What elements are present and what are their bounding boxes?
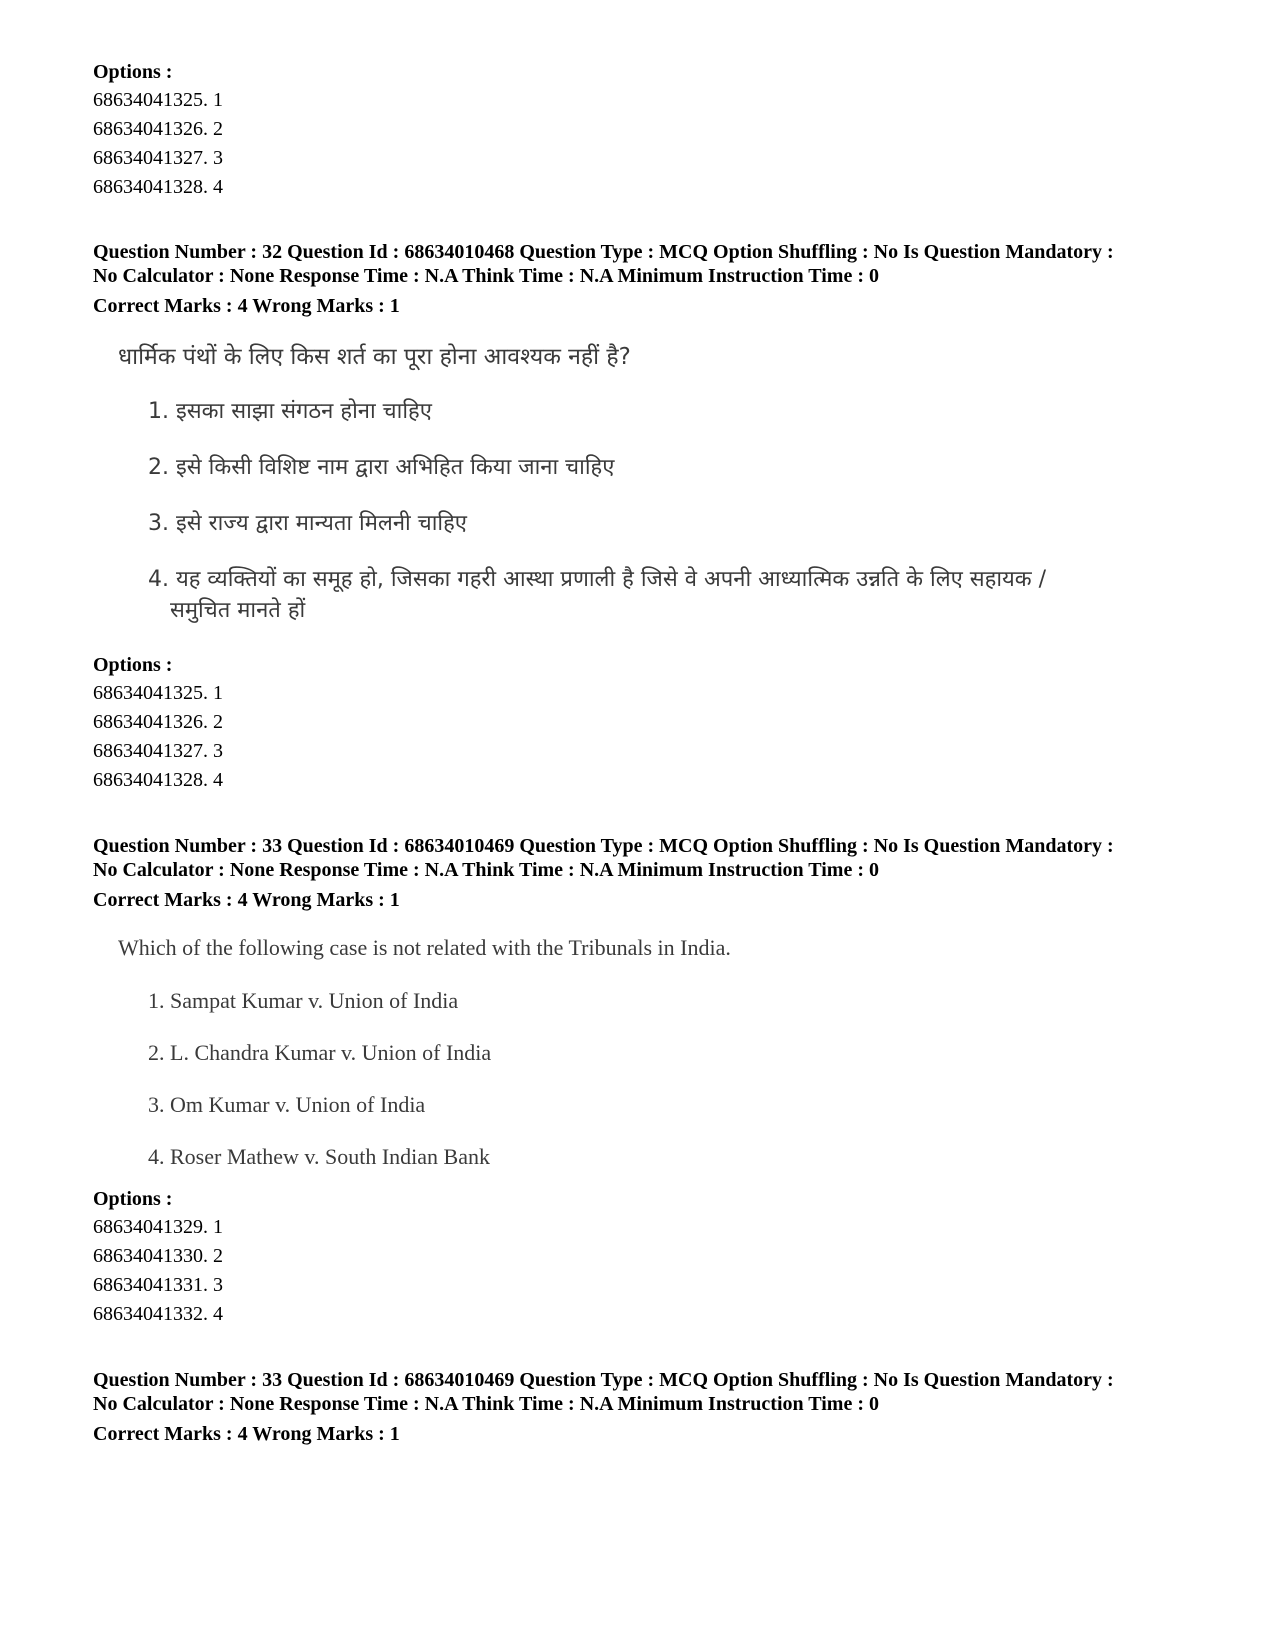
option-line: 68634041331. 3: [93, 1274, 223, 1296]
question-meta-line1: Question Number : 33 Question Id : 68634010469 Question Type : MCQ Option Shuffling : No Is Question Mandatory :: [93, 1369, 1114, 1391]
option-line: 68634041327. 3: [93, 147, 223, 169]
option-line: 68634041325. 1: [93, 682, 223, 704]
question-33-choice-2: 2. L. Chandra Kumar v. Union of India: [148, 1040, 492, 1065]
question-marks: Correct Marks : 4 Wrong Marks : 1: [93, 1423, 400, 1445]
question-32-options: [93, 651, 1213, 795]
options-title: Options :: [93, 654, 173, 676]
question-32-choice-4-cont: समुचित मानते हों: [170, 598, 306, 623]
question-32-header: [93, 240, 1213, 320]
question-32-text: धार्मिक पंथों के लिए किस शर्त का पूरा होना आवश्यक नहीं है?: [118, 344, 631, 370]
question-32-choice-2: 2. इसे किसी विशिष्ट नाम द्वारा अभिहित किया जाना चाहिए: [148, 455, 615, 480]
question-marks: Correct Marks : 4 Wrong Marks : 1: [93, 889, 400, 911]
option-line: 68634041328. 4: [93, 176, 223, 198]
question-32-choice-3: 3. इसे राज्य द्वारा मान्यता मिलनी चाहिए: [148, 511, 467, 536]
options-title: Options :: [93, 61, 173, 83]
option-line: 68634041330. 2: [93, 1245, 223, 1267]
option-line: 68634041326. 2: [93, 118, 223, 140]
question-33-options: [93, 1185, 1213, 1329]
option-line: 68634041329. 1: [93, 1216, 223, 1238]
option-line: 68634041327. 3: [93, 740, 223, 762]
options-title: Options :: [93, 1188, 173, 1210]
option-line: 68634041326. 2: [93, 711, 223, 733]
option-line: 68634041332. 4: [93, 1303, 223, 1325]
question-meta-line1: Question Number : 33 Question Id : 68634010469 Question Type : MCQ Option Shuffling : No Is Question Mandatory :: [93, 835, 1114, 857]
question-33-choice-1: 1. Sampat Kumar v. Union of India: [148, 988, 459, 1013]
question-33-header: [93, 834, 1213, 914]
option-line: 68634041328. 4: [93, 769, 223, 791]
question-33-text: Which of the following case is not related with the Tribunals in India.: [118, 935, 731, 960]
question-meta-line1: Question Number : 32 Question Id : 68634010468 Question Type : MCQ Option Shuffling : No Is Question Mandatory :: [93, 241, 1114, 263]
question-32-choice-1: 1. इसका साझा संगठन होना चाहिए: [148, 399, 432, 424]
question-meta-line2: No Calculator : None Response Time : N.A Think Time : N.A Minimum Instruction Time : 0: [93, 1393, 879, 1415]
question-33-repeat-header: [93, 1368, 1213, 1448]
question-meta-line2: No Calculator : None Response Time : N.A Think Time : N.A Minimum Instruction Time : 0: [93, 265, 879, 287]
question-meta-line2: No Calculator : None Response Time : N.A Think Time : N.A Minimum Instruction Time : 0: [93, 859, 879, 881]
question-32-choice-4: 4. यह व्यक्तियों का समूह हो, जिसका गहरी आस्था प्रणाली है जिसे वे अपनी आध्यात्मिक उन्नति के लिए सहायक /: [148, 567, 1047, 592]
option-line: 68634041325. 1: [93, 89, 223, 111]
question-33-choice-4: 4. Roser Mathew v. South Indian Bank: [148, 1144, 490, 1169]
question-33-choice-3: 3. Om Kumar v. Union of India: [148, 1092, 426, 1117]
question-marks: Correct Marks : 4 Wrong Marks : 1: [93, 295, 400, 317]
options-block-top: [93, 58, 1213, 202]
